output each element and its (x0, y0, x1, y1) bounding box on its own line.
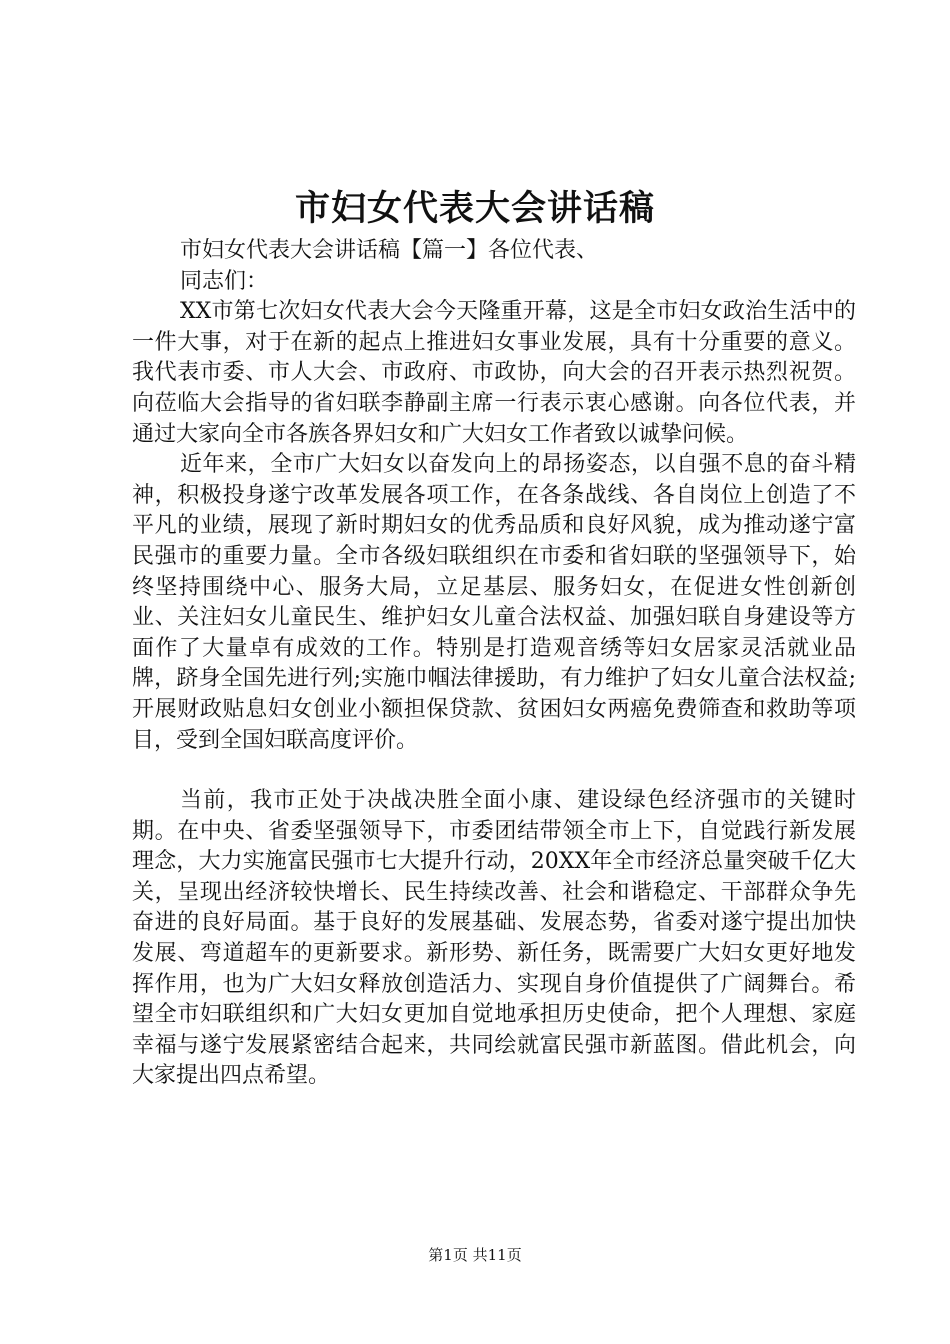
page-number-footer: 第1页 共11页 (428, 1246, 522, 1264)
paragraph-current-situation: 当前，我市正处于决战决胜全面小康、建设绿色经济强市的关键时期。在中央、省委坚强领导下，市委团结带领全市上下，自觉践行新发展理念，大力实施富民强市七大提升行动，20XX年全市经济总量突破千亿大关，呈现出经济较快增长、民生持续改善、社会和谐稳定、干部群众争先奋进的良好局面。基于良好的发展基础、发展态势，省委对遂宁提出加快发展、弯道超车的更新要求。新形势、新任务，既需要广大妇女更好地发挥作用，也为广大妇女释放创造活力、实现自身价值提供了广阔舞台。希望全市妇联组织和广大妇女更加自觉地承担历史使命，把个人理想、家庭幸福与遂宁发展紧密结合起来，共同绘就富民强市新蓝图。借此机会，向大家提出四点希望。 (132, 788, 856, 1089)
document-body (132, 236, 856, 1092)
paragraph-salutation: 同志们： (180, 268, 269, 294)
paragraph-achievements: 近年来，全市广大妇女以奋发向上的昂扬姿态，以自强不息的奋斗精神，积极投身遂宁改革发展各项工作，在各条战线、各自岗位上创造了不平凡的业绩，展现了新时期妇女的优秀品质和良好风貌，成为推动遂宁富民强市的重要力量。全市各级妇联组织在市委和省妇联的坚强领导下，始终坚持围绕中心、服务大局，立足基层、服务妇女，在促进女性创新创业、关注妇女儿童民生、维护妇女儿童合法权益、加强妇联自身建设等方面作了大量卓有成效的工作。特别是打造观音绣等妇女居家灵活就业品牌，跻身全国先进行列;实施巾帼法律援助，有力维护了妇女儿童合法权益;开展财政贴息妇女创业小额担保贷款、贫困妇女两癌免费筛查和救助等项目，受到全国妇联高度评价。 (132, 452, 856, 753)
paragraph-opening: XX市第七次妇女代表大会今天隆重开幕，这是全市妇女政治生活中的一件大事，对于在新的起点上推进妇女事业发展，具有十分重要的意义。我代表市委、市人大会、市政府、市政协，向大会的召开表示热烈祝贺。向莅临大会指导的省妇联李静副主席一行表示衷心感谢。向各位代表，并通过大家向全市各族各界妇女和广大妇女工作者致以诚挚问候。 (132, 299, 856, 447)
document-title: 市妇女代表大会讲话稿 (294, 188, 655, 229)
paragraph-heading-line: 市妇女代表大会讲话稿【篇一】各位代表、 (180, 238, 599, 263)
